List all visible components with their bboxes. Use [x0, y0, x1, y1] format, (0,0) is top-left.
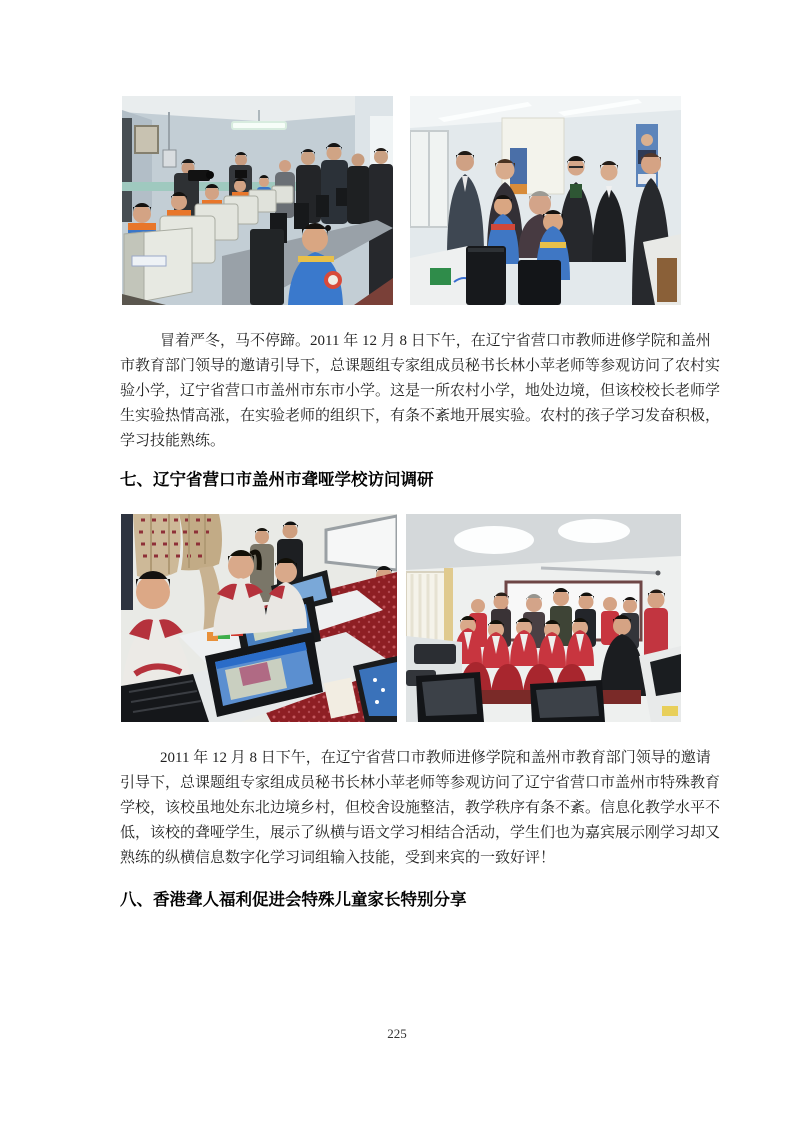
ceiling-light [558, 519, 630, 543]
wall-box [163, 150, 176, 167]
green-box [430, 268, 451, 285]
photo-computer-lab-crt [122, 96, 393, 305]
monitor-label [132, 256, 166, 266]
window [135, 126, 158, 153]
text-line: 生实验热情高涨，在实验老师的组织下，有条不紊地开展实验。农村的孩子学习发奋积极， [120, 408, 721, 424]
photo-visitors-watching-computers [410, 96, 681, 305]
text-line: 低，该校的聋哑学生，展示了纵横与语文学习相结合活动，学生们也为嘉宾展示刚学习却又 [120, 825, 721, 841]
photo-group-portrait [406, 514, 681, 722]
text-line: 熟练的纵横信息数字化学习词组输入技能，受到来宾的一致好评！ [120, 850, 556, 866]
section-heading-8: 八、香港聋人福利促进会特殊儿童家长特别分享 [120, 891, 467, 909]
photo-deaf-school-image [121, 514, 397, 722]
photo-deaf-school-students-devices [121, 514, 397, 722]
photo-computer-lab-crt-image [122, 96, 393, 305]
paragraph-visit-special-school [120, 746, 721, 871]
paragraph-visit-dongshi-school [120, 329, 721, 454]
text-line: 冒着严冬，马不停蹄。2011 年 12 月 8 日下午，在辽宁省营口市教师进修学院和盖州 [160, 333, 711, 349]
yellow-object [662, 706, 678, 716]
chair [657, 258, 677, 302]
text-line: 2011 年 12 月 8 日下午，在辽宁省营口市教师进修学院和盖州市教育部门领导的邀请 [160, 750, 711, 766]
section-heading-7: 七、辽宁省营口市盖州市聋哑学校访问调研 [120, 471, 434, 489]
text-line: 市教育部门领导的邀请引导下，总课题组专家组成员秘书长林小苹老师等参观访问了农村实 [120, 358, 721, 374]
foreground-monitor-back [250, 229, 284, 305]
photo-group-portrait-image [406, 514, 681, 722]
photo-visitors-watching-image [410, 96, 681, 305]
ceiling-light [454, 526, 534, 554]
fluorescent-light [232, 122, 286, 129]
dark-curtain [121, 514, 133, 610]
text-line: 学校，该校虽地处东北边境乡村，但校舍设施整洁，教学秩序有条不紊。信息化教学水平不 [120, 800, 721, 816]
page-number: 225 [387, 1026, 407, 1041]
doorway [122, 118, 132, 222]
text-line: 学习技能熟练。 [120, 433, 226, 449]
text-line: 验小学，辽宁省营口市盖州市东市小学。这是一所农村小学，地处边境，但该校校长老师学 [120, 383, 721, 399]
text-line: 引导下，总课题组专家组成员秘书长林小苹老师等参观访问了辽宁省营口市盖州市特殊教育 [120, 775, 721, 791]
